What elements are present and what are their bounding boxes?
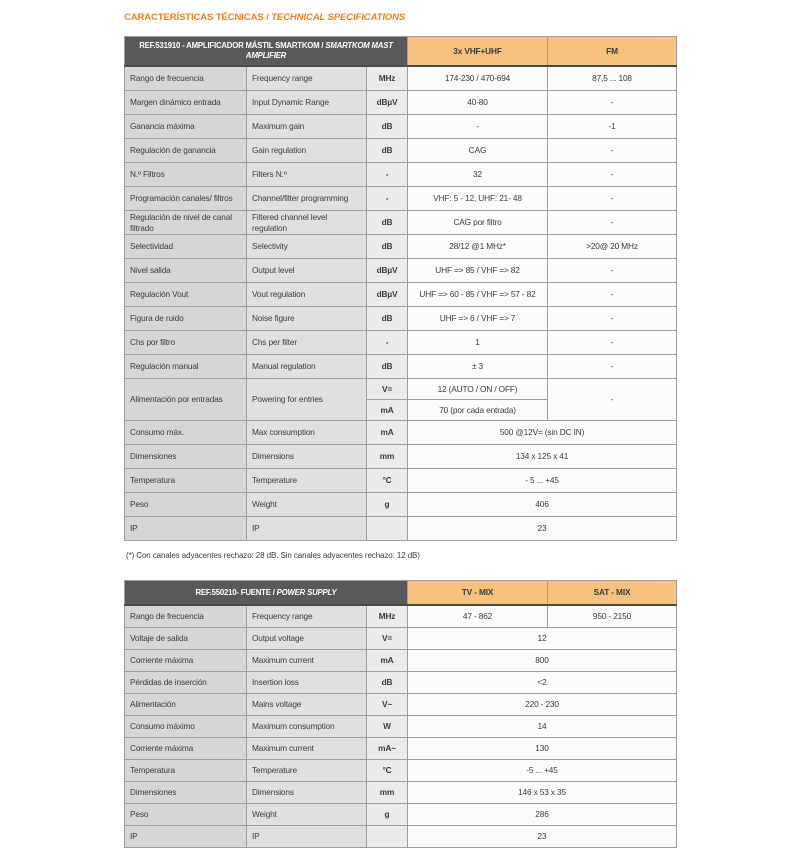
spec-label-es: Nivel salida (125, 259, 247, 283)
spec-label-en: Chs per filter (247, 331, 367, 355)
table-row (125, 91, 677, 115)
table-row (125, 211, 677, 235)
spec-value-fm: -1 (548, 115, 677, 139)
column-header-vhf-uhf: 3x VHF+UHF (408, 37, 548, 67)
spec-unit: dB (367, 307, 408, 331)
spec-label-es: Dimensiones (125, 445, 247, 469)
table-row (125, 804, 677, 826)
spec-unit: dB (367, 211, 408, 235)
spec-label-es: Alimentación por entradas (125, 379, 247, 421)
spec-unit: g (367, 493, 408, 517)
table-row (125, 66, 677, 91)
spec-label-es: Alimentación (125, 694, 247, 716)
spec-value-tv: 47 - 862 (408, 605, 548, 628)
table-row (125, 738, 677, 760)
spec-value: 14 (408, 716, 677, 738)
spec-unit: dB (367, 139, 408, 163)
spec-unit: mm (367, 782, 408, 804)
spec-label-es: Temperatura (125, 760, 247, 782)
spec-value: 406 (408, 493, 677, 517)
spec-value: - 5 ... +45 (408, 469, 677, 493)
spec-unit: mA~ (367, 738, 408, 760)
ref-title-italic: POWER SUPPLY (276, 587, 337, 597)
spec-label-en: Insertion loss (247, 672, 367, 694)
spec-unit-vdc: V= (367, 379, 408, 400)
spec-value-fm: - (548, 259, 677, 283)
spec-label-en: Temperature (247, 469, 367, 493)
table-ref-header (125, 581, 408, 606)
table-row (125, 493, 677, 517)
spec-unit: - (367, 187, 408, 211)
spec-unit (367, 517, 408, 541)
table-row (125, 259, 677, 283)
spec-value-vhf: 1 (408, 331, 548, 355)
spec-value: 800 (408, 650, 677, 672)
spec-label-en: IP (247, 517, 367, 541)
spec-label-en: Temperature (247, 760, 367, 782)
table-row (125, 421, 677, 445)
spec-value-fm: - (548, 187, 677, 211)
spec-unit (367, 826, 408, 848)
spec-value-fm: - (548, 331, 677, 355)
spec-label-es: Corriente máxima (125, 738, 247, 760)
page-title (124, 12, 684, 23)
spec-value: 286 (408, 804, 677, 826)
spec-label-en: Noise figure (247, 307, 367, 331)
spec-value-vhf: 32 (408, 163, 548, 187)
spec-value: 146 x 53 x 35 (408, 782, 677, 804)
spec-value-vhf: 12 (AUTO / ON / OFF) (408, 379, 548, 400)
spec-value-vhf: VHF: 5 - 12, UHF: 21- 48 (408, 187, 548, 211)
spec-label-es: Regulación de ganancia (125, 139, 247, 163)
spec-label-en: Output level (247, 259, 367, 283)
spec-unit: MHz (367, 605, 408, 628)
spec-value: 220 - 230 (408, 694, 677, 716)
spec-unit: - (367, 163, 408, 187)
table-row (125, 283, 677, 307)
table-row-powering-1 (125, 379, 677, 400)
spec-label-en: Manual regulation (247, 355, 367, 379)
spec-label-en: Filtered channel level regulation (247, 211, 367, 235)
spec-value-vhf: 28/12 @1 MHz* (408, 235, 548, 259)
spec-unit: - (367, 331, 408, 355)
spec-label-es: N.º Filtros (125, 163, 247, 187)
spec-label-es: IP (125, 826, 247, 848)
table-row (125, 445, 677, 469)
spec-label-es: Corriente máxima (125, 650, 247, 672)
spec-label-en: Selectivity (247, 235, 367, 259)
table-row (125, 517, 677, 541)
table-row (125, 605, 677, 628)
spec-label-en: Powering for entries (247, 379, 367, 421)
spec-label-en: Maximum current (247, 650, 367, 672)
spec-label-es: Consumo máx. (125, 421, 247, 445)
table-row (125, 694, 677, 716)
table-row (125, 115, 677, 139)
spec-value-fm: - (548, 163, 677, 187)
table-row (125, 37, 677, 67)
spec-label-en: Maximum gain (247, 115, 367, 139)
spec-unit: MHz (367, 66, 408, 91)
table-row (125, 469, 677, 493)
spec-label-es: Rango de frecuencia (125, 66, 247, 91)
spec-value-vhf: UHF => 85 / VHF => 82 (408, 259, 548, 283)
spec-unit: mA (367, 421, 408, 445)
spec-value-sat: 950 - 2150 (548, 605, 677, 628)
spec-unit: °C (367, 760, 408, 782)
spec-label-en: Dimensions (247, 445, 367, 469)
power-supply-spec-table (124, 580, 677, 848)
spec-label-es: Regulación Vout (125, 283, 247, 307)
spec-label-en: Maximum consumption (247, 716, 367, 738)
spec-value-fm: - (548, 91, 677, 115)
spec-unit: dB (367, 235, 408, 259)
spec-label-en: Frequency range (247, 66, 367, 91)
spec-value: 23 (408, 826, 677, 848)
spec-value-vhf: CAG por filtro (408, 211, 548, 235)
spec-label-en: Max consumption (247, 421, 367, 445)
ref-title: REF.550210- FUENTE / (195, 587, 277, 597)
spec-unit: dB (367, 115, 408, 139)
spec-unit: dBµV (367, 259, 408, 283)
spec-unit: °C (367, 469, 408, 493)
table-row (125, 139, 677, 163)
table-row (125, 782, 677, 804)
table-row (125, 628, 677, 650)
spec-unit: W (367, 716, 408, 738)
spec-value-vhf: 40-80 (408, 91, 548, 115)
spec-unit: dBµV (367, 91, 408, 115)
spec-label-en: Input Dynamic Range (247, 91, 367, 115)
spec-value-fm: >20@ 20 MHz (548, 235, 677, 259)
spec-unit: dB (367, 672, 408, 694)
spec-label-es: IP (125, 517, 247, 541)
spec-label-es: Peso (125, 804, 247, 826)
spec-label-es: Voltaje de salida (125, 628, 247, 650)
table-row (125, 235, 677, 259)
spec-label-en: Maximum current (247, 738, 367, 760)
spec-unit: V= (367, 628, 408, 650)
page-title-es: CARACTERÍSTICAS TÉCNICAS / (124, 12, 272, 23)
spec-value-vhf: UHF => 60 - 85 / VHF => 57 - 82 (408, 283, 548, 307)
spec-label-en: Weight (247, 493, 367, 517)
spec-label-es: Figura de ruido (125, 307, 247, 331)
spec-value-fm: - (548, 139, 677, 163)
table-row (125, 672, 677, 694)
spec-label-en: Output voltage (247, 628, 367, 650)
spec-label-es: Consumo máximo (125, 716, 247, 738)
spec-label-en: Weight (247, 804, 367, 826)
column-header-sat-mix: SAT - MIX (548, 581, 677, 606)
spec-unit: mA (367, 650, 408, 672)
table-row (125, 307, 677, 331)
spec-label-es: Regulación manual (125, 355, 247, 379)
page-title-en: TECHNICAL SPECIFICATIONS (271, 12, 406, 23)
spec-label-en: IP (247, 826, 367, 848)
spec-label-es: Pérdidas de inserción (125, 672, 247, 694)
spec-value-vhf: 70 (por cada entrada) (408, 400, 548, 421)
table-row (125, 760, 677, 782)
spec-label-es: Programación canales/ filtros (125, 187, 247, 211)
spec-value: 12 (408, 628, 677, 650)
spec-value-vhf: - (408, 115, 548, 139)
spec-value-vhf: UHF => 6 / VHF => 7 (408, 307, 548, 331)
spec-unit: V~ (367, 694, 408, 716)
table-ref-header (125, 37, 408, 67)
column-header-tv-mix: TV - MIX (408, 581, 548, 606)
spec-value-vhf: 174-230 / 470-694 (408, 66, 548, 91)
table-row (125, 163, 677, 187)
spec-label-es: Selectividad (125, 235, 247, 259)
spec-value: <2 (408, 672, 677, 694)
spec-label-en: Filters N.º (247, 163, 367, 187)
table-row (125, 355, 677, 379)
amplifier-spec-table (124, 36, 677, 541)
spec-label-en: Dimensions (247, 782, 367, 804)
spec-label-en: Frequency range (247, 605, 367, 628)
spec-value-fm: - (548, 211, 677, 235)
spec-label-en: Gain regulation (247, 139, 367, 163)
spec-unit: dB (367, 355, 408, 379)
ref-title: REF.531910 - AMPLIFICADOR MÁSTIL SMARTKOM / (139, 41, 326, 51)
spec-value-vhf: ± 3 (408, 355, 548, 379)
spec-label-es: Peso (125, 493, 247, 517)
spec-label-en: Vout regulation (247, 283, 367, 307)
column-header-fm: FM (548, 37, 677, 67)
spec-value-fm: - (548, 379, 677, 421)
spec-value-vhf: CAG (408, 139, 548, 163)
table-row (125, 650, 677, 672)
spec-value-fm: 87,5 ... 108 (548, 66, 677, 91)
table-row (125, 581, 677, 606)
table-row (125, 187, 677, 211)
table-row (125, 716, 677, 738)
spec-label-es: Temperatura (125, 469, 247, 493)
spec-value-fm: - (548, 283, 677, 307)
spec-value: 134 x 125 x 41 (408, 445, 677, 469)
spec-label-es: Rango de frecuencia (125, 605, 247, 628)
spec-label-en: Channel/filter programming (247, 187, 367, 211)
spec-value: 500 @12V= (sin DC IN) (408, 421, 677, 445)
spec-value: 130 (408, 738, 677, 760)
spec-label-es: Regulación de nivel de canal filtrado (125, 211, 247, 235)
selectivity-footnote: (*) Con canales adyacentes rechazo: 28 dB. Sin canales adyacentes rechazo: 12 dB) (126, 551, 420, 560)
spec-value: -5 ... +45 (408, 760, 677, 782)
spec-label-es: Margen dinámico entrada (125, 91, 247, 115)
spec-label-es: Chs por filtro (125, 331, 247, 355)
spec-label-es: Ganancia máxima (125, 115, 247, 139)
spec-label-es: Dimensiones (125, 782, 247, 804)
table-row (125, 826, 677, 848)
spec-value-fm: - (548, 307, 677, 331)
ref-title-italic: SMARTKOM MAST AMPLIFIER (245, 41, 393, 60)
table-row (125, 331, 677, 355)
spec-unit: dBµV (367, 283, 408, 307)
spec-unit-ma: mA (367, 400, 408, 421)
spec-value: 23 (408, 517, 677, 541)
spec-value-fm: - (548, 355, 677, 379)
spec-unit: g (367, 804, 408, 826)
spec-unit: mm (367, 445, 408, 469)
spec-label-en: Mains voltage (247, 694, 367, 716)
